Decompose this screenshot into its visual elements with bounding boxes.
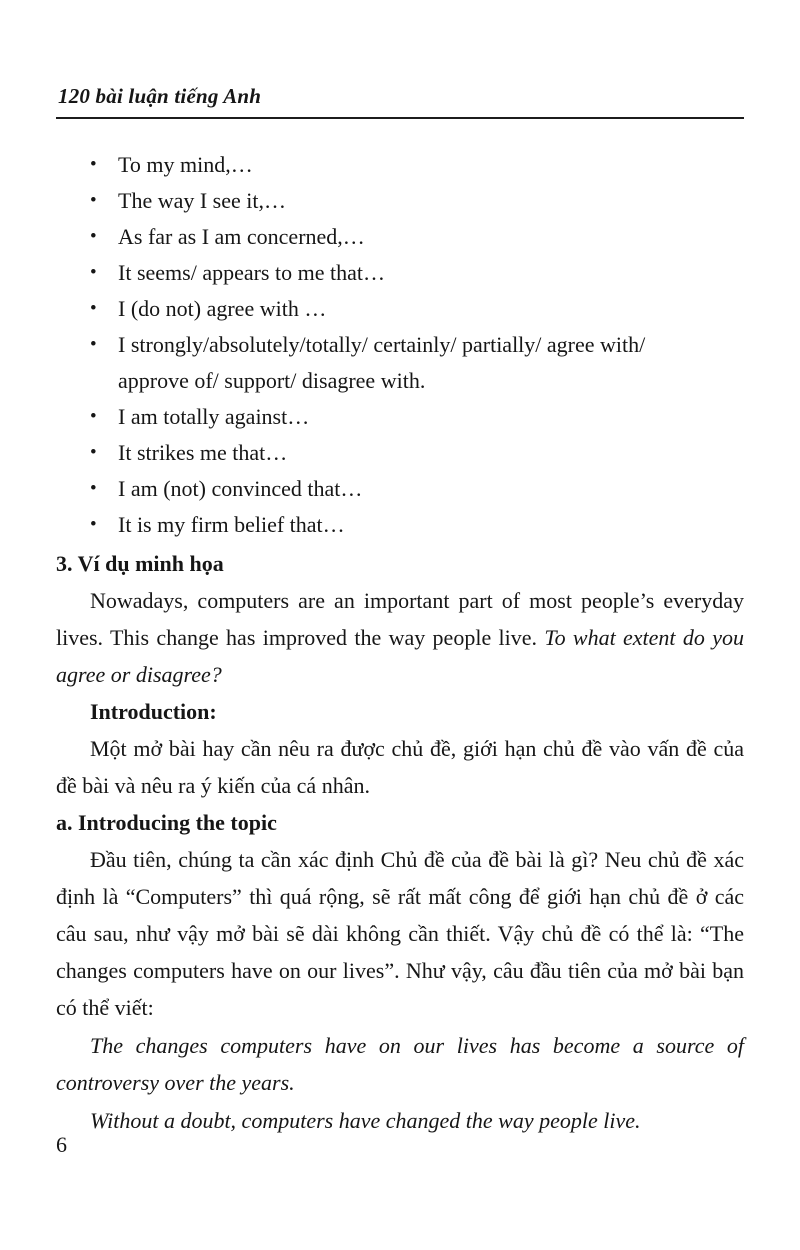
list-item [56,291,744,327]
section-heading-vi-du: 3. Ví dụ minh họa [56,551,224,576]
bullet-text: As far as I am concerned,… [118,224,365,249]
bullet-icon: • [90,226,97,247]
bullet-text: It is my firm belief that… [118,512,345,537]
example-sentence-1: The changes computers have on our lives has become a source of controversy over the years. [56,1033,744,1095]
bullet-text: I am totally against… [118,404,310,429]
list-item [56,471,744,507]
bullet-text: It strikes me that… [118,440,288,465]
bullet-text: I am (not) convinced that… [118,476,363,501]
list-item [56,147,744,183]
phrase-bullet-list [56,147,744,543]
introduction-label: Introduction: [90,699,217,724]
list-item [56,255,744,291]
bullet-text: I strongly/absolutely/totally/ certainly/ partially/ agree with/ approve of/ support/ disagree with. [118,332,646,393]
example-sentence-2: Without a doubt, computers have changed the way people live. [90,1108,641,1133]
example-prompt-question: To what extent do you agree or disagree? [56,625,744,687]
bullet-icon: • [90,262,97,283]
bullet-icon: • [90,154,97,175]
running-header-title: 120 bài luận tiếng Anh [58,84,262,108]
bullet-icon: • [90,406,97,427]
list-item [56,507,744,543]
example-prompt-paragraph [56,582,744,693]
list-item [56,399,744,435]
list-item [56,183,744,219]
subheading-introducing-topic: a. Introducing the topic [56,810,277,835]
bullet-text: To my mind,… [118,152,253,177]
bullet-icon: • [90,334,97,355]
bullet-icon: • [90,442,97,463]
list-item [56,327,744,399]
introduction-paragraph: Một mở bài hay cần nêu ra được chủ đề, giới hạn chủ đề vào vấn đề của đề bài và nêu ra ý kiến của cá nhân. [56,736,744,798]
list-item [56,219,744,255]
page-number: 6 [56,1132,67,1157]
example-prompt-normal: Nowadays, computers are an important part of most people’s everyday lives. This change has improved the way people live. [56,588,744,650]
bullet-icon: • [90,190,97,211]
bullet-icon: • [90,298,97,319]
bullet-icon: • [90,514,97,535]
topic-paragraph: Đầu tiên, chúng ta cần xác định Chủ đề của đề bài là gì? Neu chủ đề xác định là “Computers” thì quá rộng, sẽ rất mất công để giới hạn chủ đề ở các câu sau, như vậy mở bài sẽ dài không cần thiết. Vậy chủ đề có thể là: “The changes computers have on our lives”. Như vậy, câu đầu tiên của mở bài bạn có thể viết: [56,847,744,1020]
header-rule [56,117,744,119]
bullet-text: I (do not) agree with … [118,296,327,321]
bullet-icon: • [90,478,97,499]
bullet-text: The way I see it,… [118,188,286,213]
list-item [56,435,744,471]
bullet-text: It seems/ appears to me that… [118,260,385,285]
